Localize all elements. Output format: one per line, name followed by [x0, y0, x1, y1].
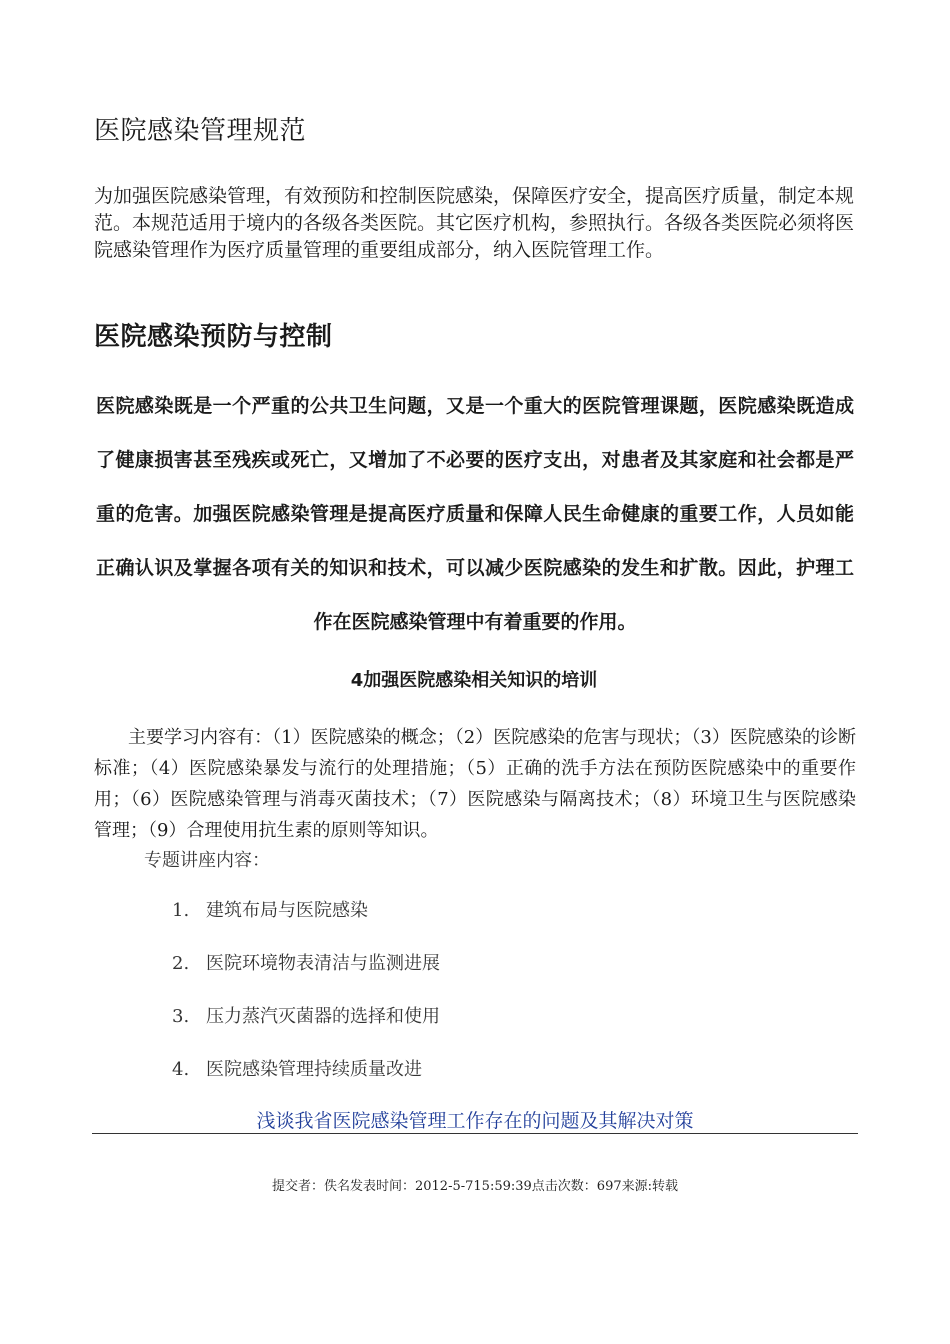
list-item-number: 2. [172, 953, 190, 974]
intro-paragraph: 为加强医院感染管理，有效预防和控制医院感染，保障医疗安全，提高医疗质量，制定本规范。本规范适用于境内的各级各类医院。其它医疗机构，参照执行。各级各类医院必须将医院感染管理作为医疗质量管理的重要组成部分，纳入医院管理工作。 [94, 185, 855, 261]
list-item-text: 医院环境物表清洁与监测进展 [206, 953, 440, 974]
list-item-text: 建筑布局与医院感染 [206, 900, 368, 921]
article-meta [94, 1175, 856, 1194]
list-item-text: 压力蒸汽灭菌器的选择和使用 [206, 1006, 440, 1027]
list-item [172, 1055, 440, 1108]
training-heading: 4加强医院感染相关知识的培训 [350, 670, 598, 691]
page-title: 医院感染管理规范 [94, 116, 307, 147]
section-title-prevention: 医院感染预防与控制 [94, 321, 333, 352]
list-item [172, 896, 440, 949]
lecture-list [172, 896, 440, 1108]
divider [92, 1133, 858, 1134]
article-link[interactable]: 浅谈我省医院感染管理工作存在的问题及其解决对策 [256, 1110, 694, 1132]
list-item-text: 医院感染管理持续质量改进 [206, 1059, 422, 1080]
meta-source: 来源:转载 [621, 1179, 679, 1194]
list-item-number: 3. [172, 1006, 190, 1027]
meta-time: 发表时间：2012-5-715:59:39 [349, 1179, 532, 1194]
meta-clicks: 点击次数：697 [531, 1179, 622, 1194]
meta-submitter: 提交者：佚名 [271, 1179, 350, 1194]
list-item [172, 949, 440, 1002]
list-item-number: 1. [172, 900, 190, 921]
list-item [172, 1002, 440, 1055]
study-content-paragraph: 主要学习内容有：（1）医院感染的概念；（2）医院感染的危害与现状；（3）医院感染的诊断标准；（4）医院感染暴发与流行的处理措施；（5）正确的洗手方法在预防医院感染中的重要作用；（6）医院感染管理与消毒灭菌技术；（7）医院感染与隔离技术；（8）环境卫生与医院感染管理；（9）合理使用抗生素的原则等知识。 [94, 727, 856, 841]
lecture-label: 专题讲座内容： [144, 850, 270, 871]
importance-paragraph: 医院感染既是一个严重的公共卫生问题，又是一个重大的医院管理课题，医院感染既造成了健康损害甚至残疾或死亡，又增加了不必要的医疗支出，对患者及其家庭和社会都是严重的危害。加强医院感染管理是提高医疗质量和保障人民生命健康的重要工作，人员如能正确认识及掌握各项有关的知识和技术，可以减少医院感染的发生和扩散。因此，护理工作在医院感染管理中有着重要的作用。 [96, 395, 854, 633]
list-item-number: 4. [172, 1059, 190, 1080]
